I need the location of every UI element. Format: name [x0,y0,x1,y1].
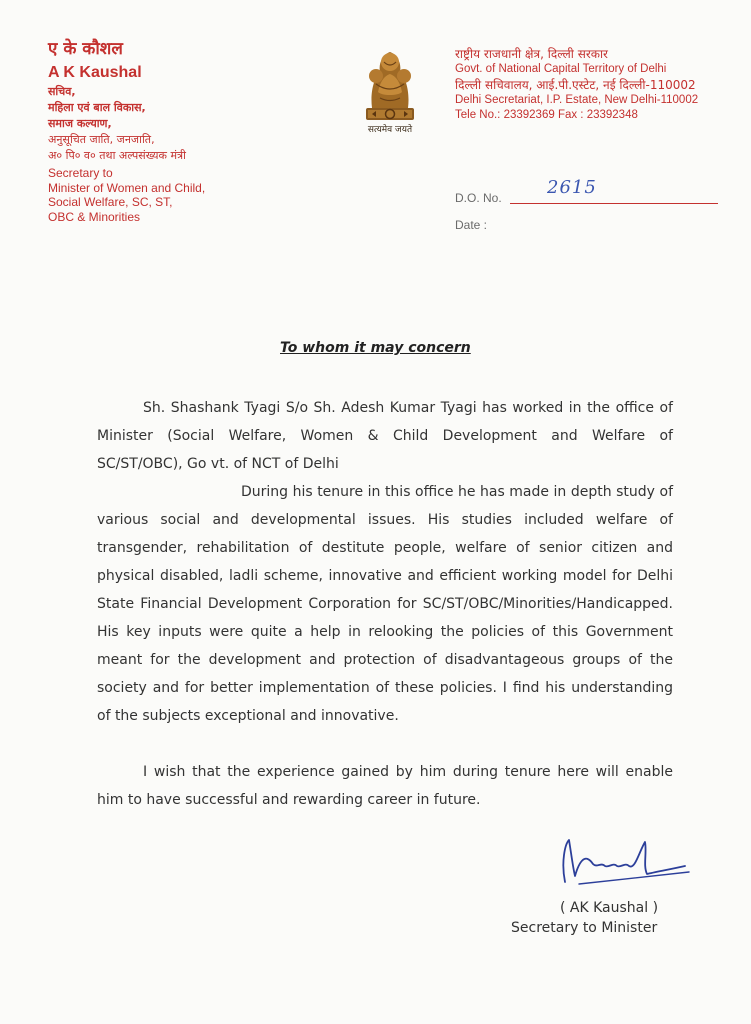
signatory-title: Secretary to Minister [511,920,658,936]
govt-name-hindi: राष्ट्रीय राजधानी क्षेत्र, दिल्ली सरकार [455,47,608,61]
designation-english [48,166,298,224]
designation-hindi-line: महिला एवं बाल विकास, [48,101,146,114]
body-paragraph: Sh. Shashank Tyagi S/o Sh. Adesh Kumar Tyagi has worked in the office of Minister (Social Welfare, Women & Child Development and Welfare of SC/ST/OBC), Go vt. of NCT of Delhi [97,400,673,472]
designation-english-line: OBC & Minorities [48,209,141,224]
designation-hindi-line: समाज कल्याण, [48,117,112,130]
emblem-motto: सत्यमेव जयते [367,125,413,135]
do-label: D.O. No. [455,191,502,205]
letter-body [97,394,673,814]
phone-fax: Tele No.: 23392369 Fax : 23392348 [455,109,638,121]
designation-hindi-line: अ० पि० व० तथा अल्पसंख्यक मंत्री [48,149,186,162]
address: Delhi Secretariat, I.P. Estate, New Delhi-110002 [455,94,699,106]
designation-hindi [48,84,298,164]
letter-subject: To whom it may concern [280,340,471,356]
designation-english-line: Secretary to [48,166,113,180]
govt-name: Govt. of National Capital Territory of Delhi [455,63,667,75]
date-label: Date : [455,218,488,232]
do-number: 2615 [547,177,597,198]
handwritten-signature [555,832,695,892]
designation-hindi-line: अनुसूचित जाति, जनजाति, [48,133,155,146]
designation-hindi-line: सचिव, [48,85,76,98]
do-underline [510,203,718,204]
sender-name: A K Kaushal [48,64,142,81]
body-paragraph: I wish that the experience gained by him during tenure here will enable him to have successful and rewarding career in future. [97,764,673,808]
signatory-name: ( AK Kaushal ) [560,900,659,916]
letterhead-left [48,38,298,224]
do-number-row [455,177,725,207]
designation-english-line: Social Welfare, SC, ST, [48,195,173,209]
sender-name-hindi: ए के कौशल [48,39,123,59]
designation-english-line: Minister of Women and Child, [48,180,206,195]
body-paragraph: During his tenure in this office he has made in depth study of various social and developmental issues. His studies included welfare of transgender, rehabilitation of destitute people, welfare of senior citizen and physical disabled, ladli scheme, innovative and efficient working model for Delhi State Financial Development Corporation for SC/ST/OBC/Minorities/Handicapped. His key inputs were quite a help in relooking the policies of this Government meant for the development and protection of disadvantageous groups of the society and for better implementation of these policies. I find his understanding of the subjects exceptional and innovative. [97,484,673,724]
address-hindi: दिल्ली सचिवालय, आई.पी.एस्टेट, नई दिल्ली-110002 [455,78,696,92]
letterhead-right [455,46,735,123]
